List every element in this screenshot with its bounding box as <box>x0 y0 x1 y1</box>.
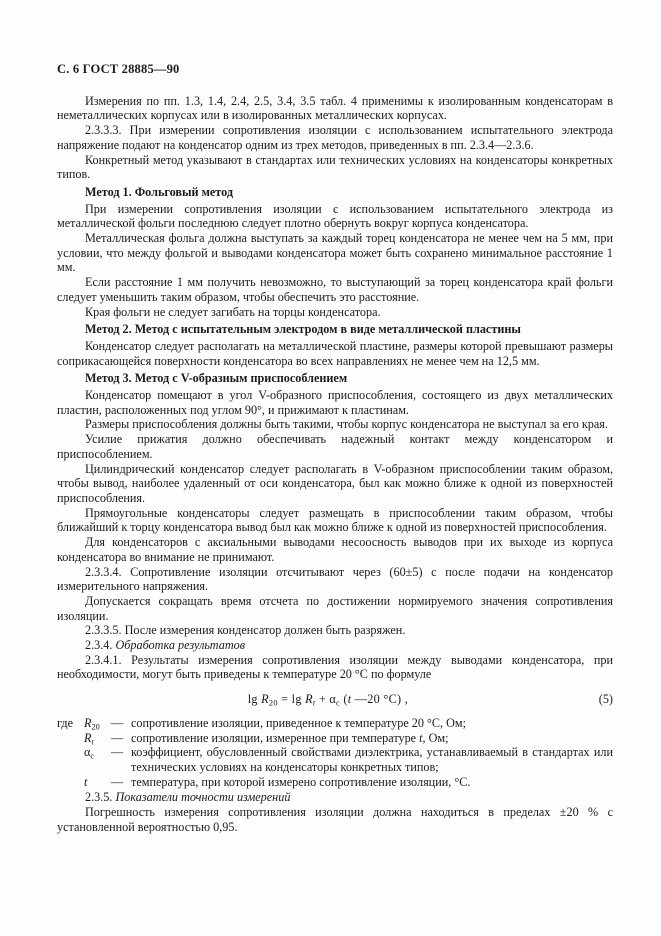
text-run: Допускается сокращать время отсчета по достижении нормируемого значения сопротивления изоляции. <box>57 593 613 623</box>
text-run: R <box>305 692 313 707</box>
text-run: Размеры приспособления должны быть такими, чтобы корпус конденсатора не выступал за его края. <box>85 417 608 432</box>
text-run: R <box>261 692 269 707</box>
text-run: 20 <box>91 722 100 732</box>
text-run: 2.3.3.3. При измерении сопротивления изоляции с использованием испытательного электрода напряжение подают на конденсатор одним из трех методов, приведенных в пп. 2.3.4—2.3.6. <box>57 123 613 152</box>
text-run: = lg <box>277 692 306 707</box>
text-run: 2.3.4. <box>85 638 116 653</box>
where-keyword <box>57 745 84 774</box>
text-run: Метод 2. Метод с испытательным электродом в виде металлической пластины <box>85 322 521 337</box>
where-definition <box>131 745 613 774</box>
text-run: Метод 1. Фольговый метод <box>85 184 234 199</box>
paragraph <box>57 653 613 682</box>
formula-expression <box>57 692 599 707</box>
text-run: t <box>312 698 316 708</box>
text-run: Металлическая фольга должна выступать за каждый торец конденсатора не менее чем на 5 мм, при условии, что между фольгой и выводами конденсатора может быть сохранено минимальное расстояние 1 мм. <box>57 231 613 275</box>
paragraph <box>57 565 613 594</box>
text-run: Обработка результатов <box>115 638 246 653</box>
paragraph <box>57 123 613 152</box>
text-run: R <box>84 730 92 745</box>
text-run: R <box>84 715 92 730</box>
where-keyword <box>57 731 84 746</box>
where-symbol <box>84 731 111 746</box>
paragraph <box>57 623 613 638</box>
section-heading <box>57 185 613 200</box>
text-run: t <box>91 736 94 746</box>
text-run: c <box>336 698 341 708</box>
text-run: Если расстояние 1 мм получить невозможно, то выступающий за торец конденсатора край фольги следует уменьшить таким образом, чтобы обеспечить это расстояние. <box>57 275 613 304</box>
where-keyword <box>57 775 84 790</box>
page-header: С. 6 ГОСТ 28885—90 <box>57 62 180 76</box>
paragraph <box>57 535 613 564</box>
where-dash: — <box>111 730 124 745</box>
text-run: Края фольги не следует загибать на торцы конденсатора. <box>85 304 381 319</box>
where-definition <box>131 731 613 746</box>
where-dash: — <box>111 745 124 760</box>
where-row <box>57 745 613 774</box>
text-run: Измерения по пп. 1.3, 1.4, 2.4, 2.5, 3.4, 3.5 табл. 4 применимы к изолированным конденсаторам в неметаллических корпусах или в изолированных металлических корпусах. <box>57 93 613 123</box>
text-run: lg <box>247 692 262 707</box>
text-run: ( <box>340 692 348 707</box>
text-run: t <box>419 730 423 745</box>
where-dash: — <box>111 774 124 789</box>
text-run: c <box>90 751 95 761</box>
text-run: коэффициент, обусловленный свойствами диэлектрика, устанавливаемый в стандартах или технических условиях на конденсаторы конкретных типов; <box>131 745 613 774</box>
where-dash: — <box>111 715 124 730</box>
text-run: сопротивление изоляции, приведенное к температуре 20 °С, Ом; <box>131 715 467 730</box>
where-definition <box>131 775 613 790</box>
text-run: , Ом; <box>422 730 449 745</box>
paragraph <box>57 432 613 461</box>
paragraph <box>57 790 613 805</box>
where-keyword: где <box>57 715 74 730</box>
text-run: 2.3.3.5. После измерения конденсатор должен быть разряжен. <box>85 623 406 638</box>
paragraph <box>57 805 613 834</box>
formula <box>57 692 613 707</box>
text-run: При измерении сопротивления изоляции с использованием испытательного электрода из металлической фольги последнюю следует плотно обернуть вокруг корпуса конденсатора. <box>57 201 613 231</box>
text-run: Цилиндрический конденсатор следует располагать в V-образном приспособлении таким образом, чтобы вывод, наиболее удаленный от оси конденсатора, был как можно ближе к одной из поверхностей приспособления. <box>57 461 613 505</box>
paragraph <box>57 94 613 123</box>
where-row <box>57 731 613 746</box>
document-body <box>57 94 613 835</box>
text-run: сопротивление изоляции, измеренное при температуре <box>131 730 420 745</box>
text-run: Конденсатор следует располагать на металлической пластине, размеры которой превышают размеры соприкасающейся поверхности конденсатора во всех направлениях не менее чем на 12,5 мм. <box>57 338 613 368</box>
section-heading <box>57 322 613 337</box>
text-run: 2.3.5. <box>85 790 116 805</box>
text-run: 20 <box>268 698 278 708</box>
paragraph <box>57 417 613 432</box>
where-symbol <box>84 745 111 774</box>
text-run: 2.3.4.1. Результаты измерения сопротивления изоляции между выводами конденсатора, при необходимости, могут быть приведены к температуре 20 °С по формуле <box>57 652 613 682</box>
text-run: 2.3.3.4. Сопротивление изоляции отсчитывают через (60±5) с после подачи на конденсатор измерительного напряжения. <box>57 564 613 594</box>
where-symbol <box>84 775 111 790</box>
paragraph <box>57 506 613 535</box>
document-content <box>57 62 613 834</box>
where-symbol <box>84 716 111 731</box>
text-run: Прямоугольные конденсаторы следует размещать в приспособлении таким образом, чтобы ближайший к торцу конденсатора вывод был как можно ближе к одной из поверхностей приспособления. <box>57 505 613 535</box>
paragraph <box>57 339 613 368</box>
paragraph <box>57 153 613 182</box>
paragraph <box>57 388 613 417</box>
text-run: Конкретный метод указывают в стандартах или технических условиях на конденсаторы конкретных типов. <box>57 152 613 182</box>
paragraph <box>57 462 613 506</box>
paragraph <box>57 305 613 320</box>
where-definition <box>131 716 613 731</box>
text-run: Погрешность измерения сопротивления изоляции должна находиться в пределах ±20 % с установленной вероятностью 0,95. <box>57 805 613 834</box>
formula-number: (5) <box>598 692 613 707</box>
text-run: температура, при которой измерено сопротивление изоляции, °С. <box>131 774 471 789</box>
where-row <box>57 716 613 731</box>
text-run: t <box>347 692 352 707</box>
paragraph <box>57 231 613 275</box>
text-run: Усилие прижатия должно обеспечивать надежный контакт между конденсатором и приспособлением. <box>57 432 613 461</box>
text-run: t <box>84 774 88 789</box>
text-run: Метод 3. Метод с V-образным приспособлением <box>85 371 348 386</box>
text-run: + α <box>315 692 337 707</box>
section-heading <box>57 371 613 386</box>
text-run: —20 °С) , <box>351 692 409 707</box>
paragraph <box>57 202 613 231</box>
paragraph <box>57 275 613 304</box>
where-row <box>57 775 613 790</box>
where-list <box>57 716 613 790</box>
paragraph <box>57 638 613 653</box>
paragraph <box>57 594 613 623</box>
text-run: Для конденсаторов с аксиальными выводами несоосность выводов при их выходе из корпуса конденсатора во внимание не принимают. <box>57 535 613 564</box>
text-run: α <box>84 745 91 760</box>
text-run: Показатели точности измерений <box>115 790 291 805</box>
text-run: Конденсатор помещают в угол V-образного приспособления, состоящего из двух металлических пластин, расположенных под углом 90°, и прижимают к пластинам. <box>57 388 613 417</box>
